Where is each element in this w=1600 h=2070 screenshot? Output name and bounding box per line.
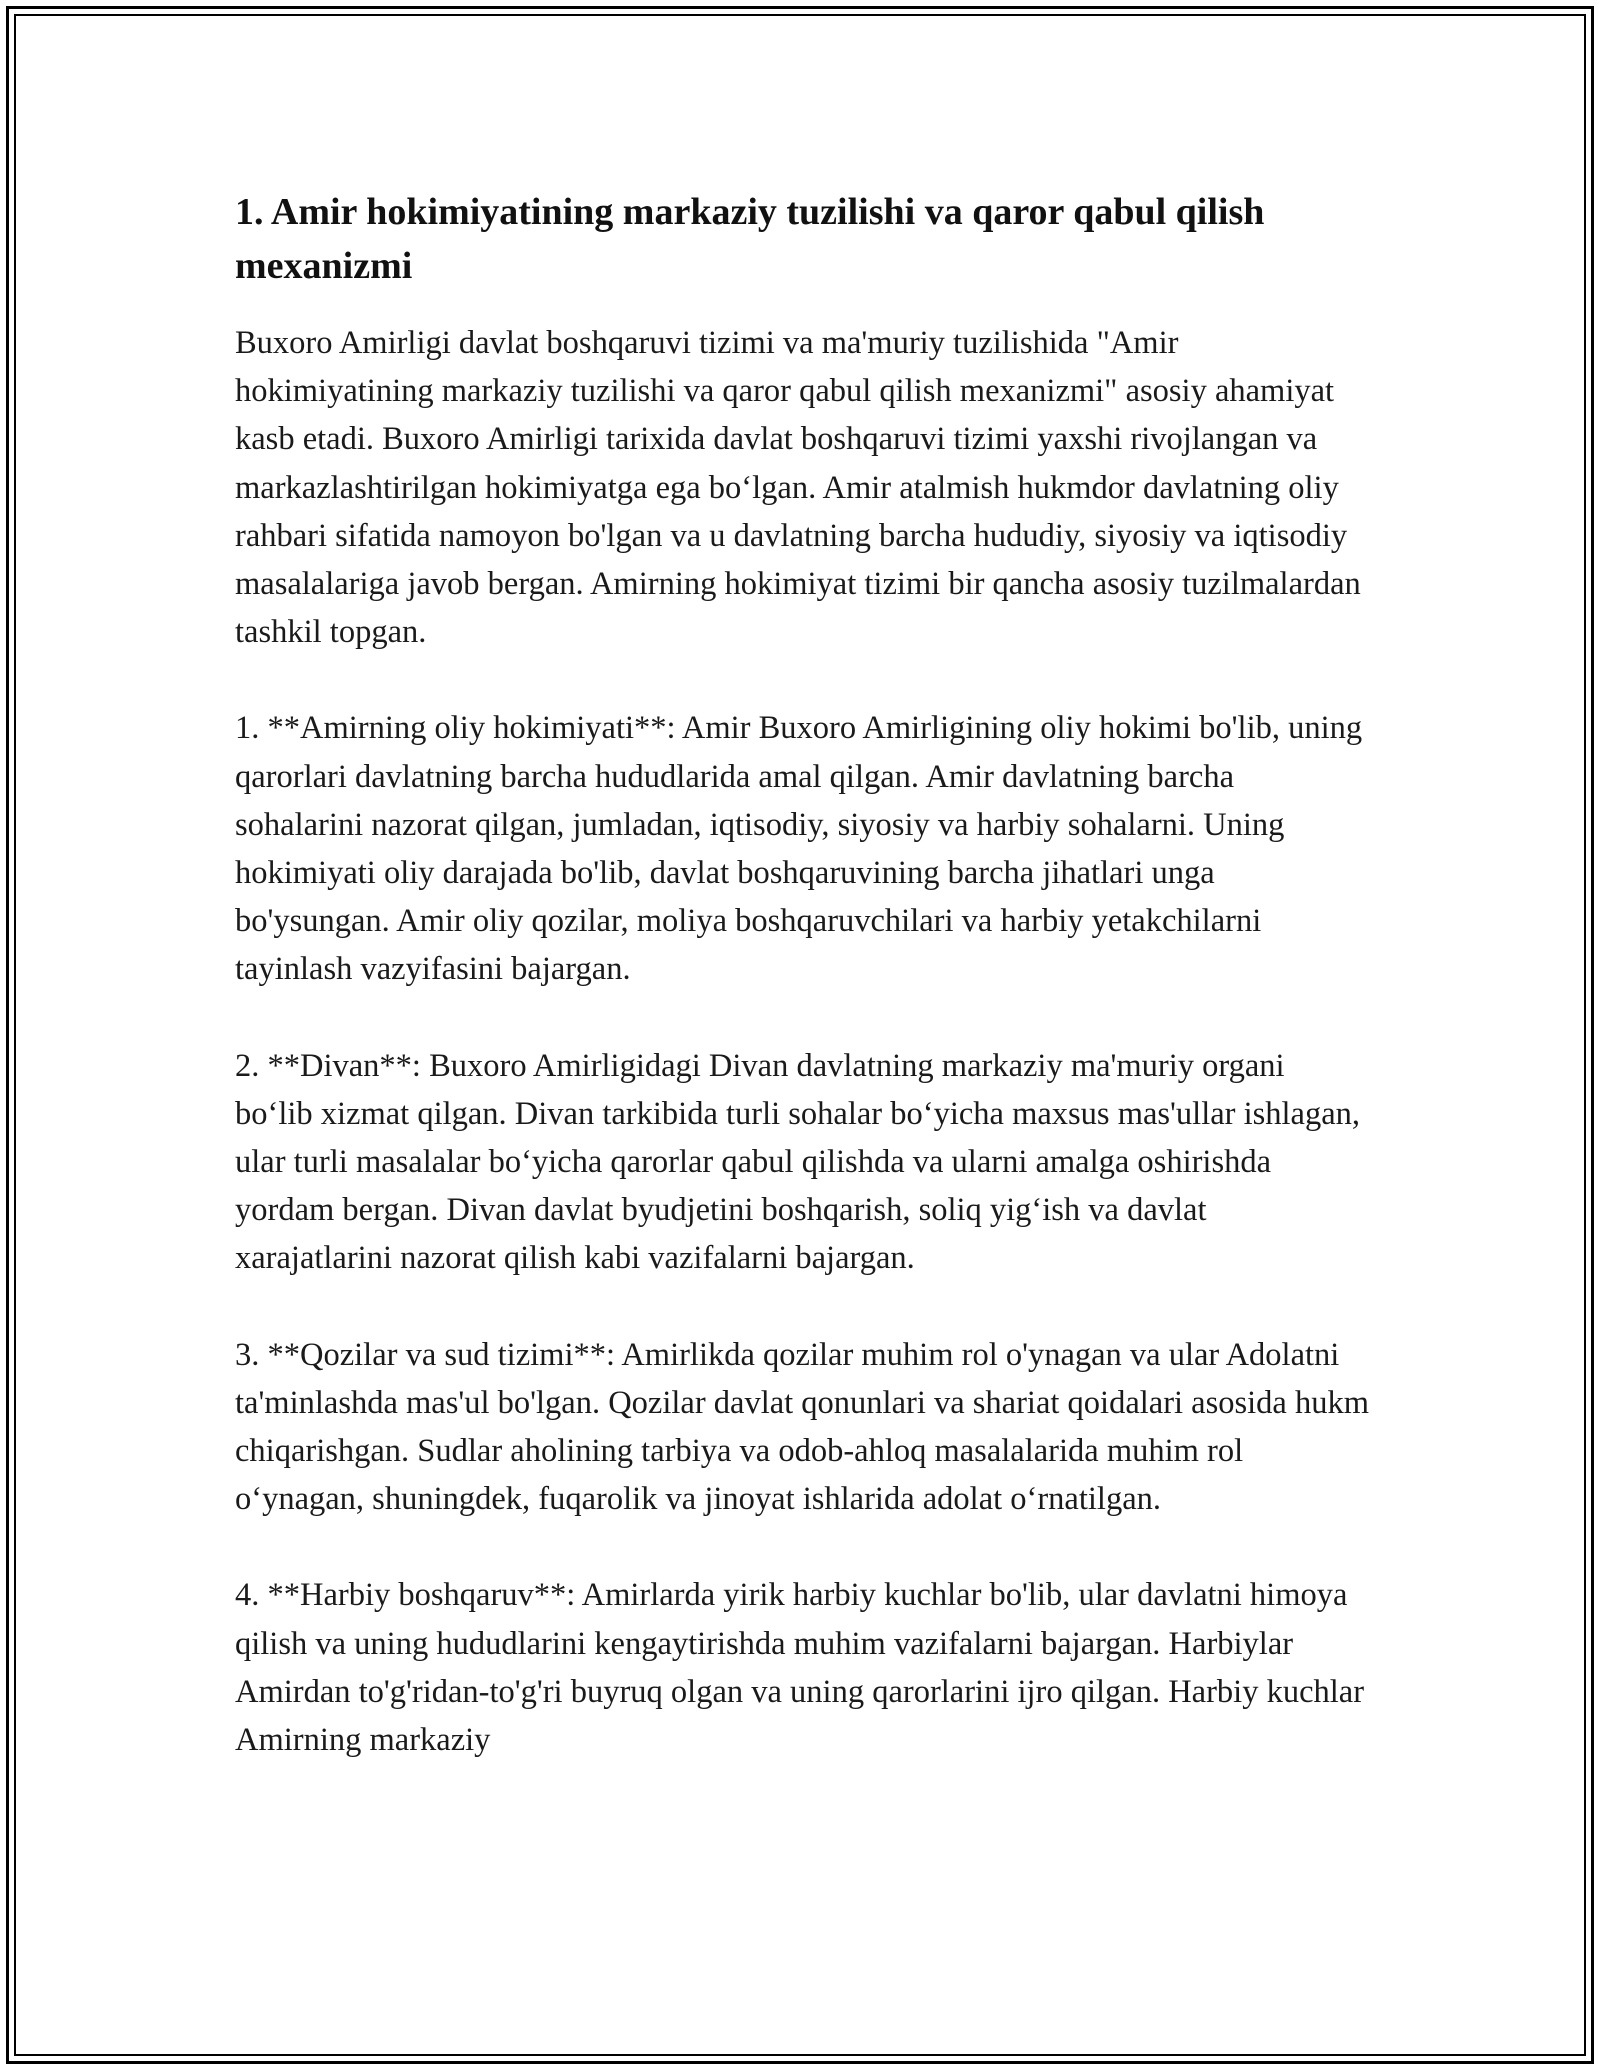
section-heading: 1. Amir hokimiyatining markaziy tuzilishi va qaror qabul qilish mexanizmi <box>235 191 1265 287</box>
document-body <box>235 185 1370 1812</box>
paragraph-harbiy-boshqaruv: 4. **Harbiy boshqaruv**: Amirlarda yirik harbiy kuchlar bo'lib, ular davlatni himoya qilish va uning hududlarini kengaytirishda muhim vazifalarni bajargan. Harbiylar Amirdan to'g'ridan-to'g'ri buyruq olgan va uning qarorlarini ijro qilgan. Harbiy kuchlar Amirning markaziy <box>235 1577 1365 1759</box>
paragraph-divan: 2. **Divan**: Buxoro Amirligidagi Divan davlatning markaziy ma'muriy organi bo‘lib xizmat qilgan. Divan tarkibida turli sohalar bo‘yicha maxsus mas'ullar ishlagan, ular turli masalalar bo‘yicha qarorlar qabul qilishda va ularni amalga oshirishda yordam bergan. Divan davlat byudjetini boshqarish, soliq yig‘ish va davlat xarajatlarini nazorat qilish kabi vazifalarni bajargan. <box>235 1047 1361 1277</box>
paragraph-amir-oliy-hokimiyati: 1. **Amirning oliy hokimiyati**: Amir Buxoro Amirligining oliy hokimi bo'lib, uning qarorlari davlatning barcha hududlarida amal qilgan. Amir davlatning barcha sohalarini nazorat qilgan, jumladan, iqtisodiy, siyosiy va harbiy sohalarni. Uning hokimiyati oliy darajada bo'lib, davlat boshqaruvining barcha jihatlari unga bo'ysungan. Amir oliy qozilar, moliya boshqaruvchilari va harbiy yetakchilarni tayinlash vazyifasini bajargan. <box>235 710 1363 988</box>
paragraph-qozilar-sud-tizimi: 3. **Qozilar va sud tizimi**: Amirlikda qozilar muhim rol o'ynagan va ular Adolatni ta'minlashda mas'ul bo'lgan. Qozilar davlat qonunlari va shariat qoidalari asosida hukm chiqarishgan. Sudlar aholining tarbiya va odob-ahloq masalalarida muhim rol o‘ynagan, shuningdek, fuqarolik va jinoyat ishlarida adolat o‘rnatilgan. <box>235 1336 1370 1518</box>
intro-paragraph: Buxoro Amirligi davlat boshqaruvi tizimi va ma'muriy tuzilishida "Amir hokimiyatining markaziy tuzilishi va qaror qabul qilish mexanizmi" asosiy ahamiyat kasb etadi. Buxoro Amirligi tarixida davlat boshqaruvi tizimi yaxshi rivojlangan va markazlashtirilgan hokimiyatga ega bo‘lgan. Amir atalmish hukmdor davlatning oliy rahbari sifatida namoyon bo'lgan va u davlatning barcha hududiy, siyosiy va iqtisodiy masalalariga javob bergan. Amirning hokimiyat tizimi bir qancha asosiy tuzilmalardan tashkil topgan. <box>235 325 1361 651</box>
